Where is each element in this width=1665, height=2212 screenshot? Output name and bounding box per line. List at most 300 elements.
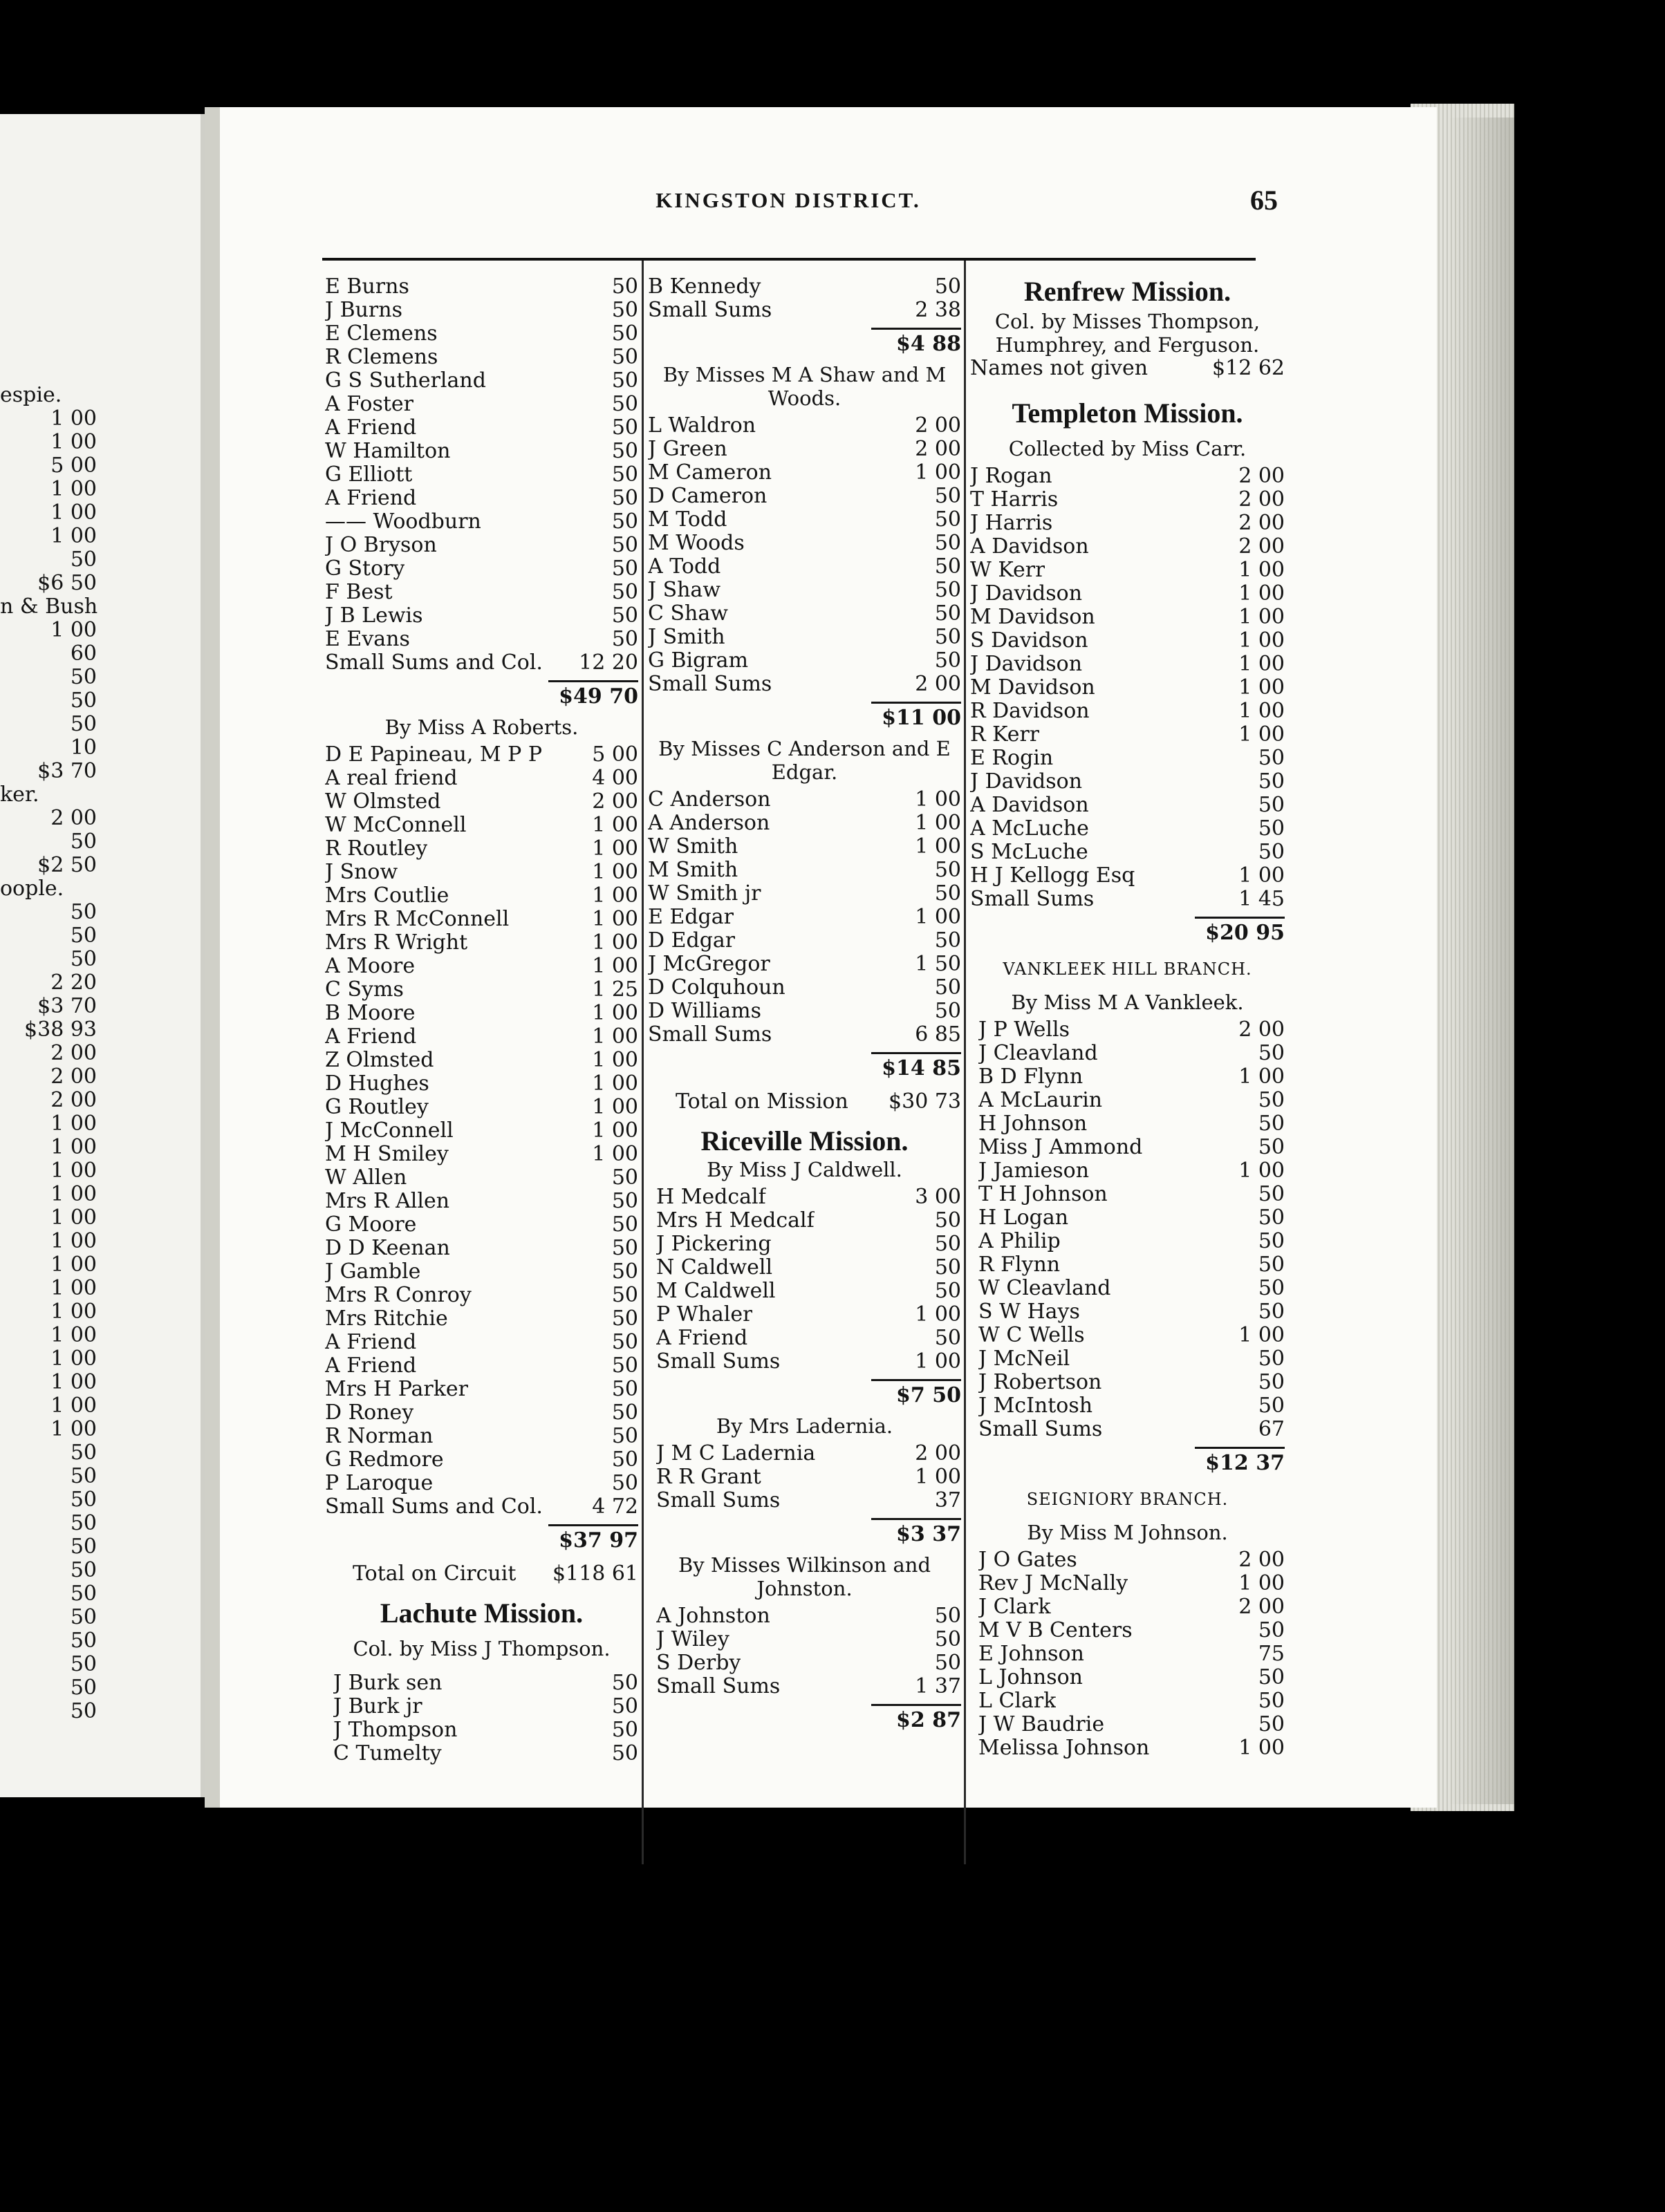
entry-amount: 1 00 xyxy=(915,460,961,485)
entry-amount: 50 xyxy=(70,1464,97,1488)
entry-name: J Snow xyxy=(325,861,398,884)
entry-list xyxy=(648,1185,961,1374)
list-item xyxy=(0,1535,97,1559)
entry-amount: 1 00 xyxy=(592,860,638,884)
entry-amount: 1 45 xyxy=(1238,887,1285,911)
list-item xyxy=(970,535,1285,559)
entry-name: E Evans xyxy=(325,628,410,651)
entry-name: J McGregor xyxy=(648,953,770,976)
entry-amount: 2 00 xyxy=(50,1041,97,1065)
entry-amount: 1 00 xyxy=(592,1048,638,1072)
entry-name: R Flynn xyxy=(978,1253,1061,1277)
entry-name: Melissa Johnson xyxy=(978,1736,1150,1760)
list-item xyxy=(648,461,961,485)
sum-rule xyxy=(548,1524,638,1526)
entry-amount: 50 xyxy=(1258,1689,1285,1713)
list-item xyxy=(0,1112,97,1136)
list-item xyxy=(325,1284,638,1307)
list-item xyxy=(648,788,961,812)
column-divider xyxy=(964,261,966,1864)
sum-rule xyxy=(871,1704,961,1706)
entry-name: M Davidson xyxy=(970,606,1095,629)
entry-amount: 10 xyxy=(70,735,97,760)
sum-rule xyxy=(548,680,638,682)
entry-amount: 2 00 xyxy=(915,437,961,461)
entry-amount: 67 xyxy=(1258,1417,1285,1441)
list-item xyxy=(978,1572,1285,1595)
entry-name: A Anderson xyxy=(648,812,770,835)
list-item xyxy=(0,1465,97,1488)
entry-name: L Waldron xyxy=(648,414,756,438)
entry-amount: 50 xyxy=(934,1326,961,1350)
list-item xyxy=(0,736,97,760)
entry-name: J Smith xyxy=(648,626,725,649)
entry-amount: 2 00 xyxy=(50,806,97,830)
entry-amount: 50 xyxy=(611,1330,638,1354)
entry-amount: 1 00 xyxy=(915,811,961,835)
subtotal-row xyxy=(325,1529,638,1553)
entry-name: E Clemens xyxy=(325,322,438,346)
entry-name: L Clark xyxy=(978,1689,1057,1713)
entry-amount: 50 xyxy=(1258,1088,1285,1112)
list-item xyxy=(656,1280,961,1303)
entry-amount: 50 xyxy=(934,1279,961,1303)
entry-name: C Tumelty xyxy=(333,1742,442,1765)
subtotal-row xyxy=(648,1523,961,1546)
list-item xyxy=(325,1448,638,1472)
list-item xyxy=(978,1206,1285,1230)
list-item xyxy=(978,1371,1285,1394)
column-2 xyxy=(648,275,961,1732)
entry-amount: 1 00 xyxy=(50,1394,97,1418)
list-item xyxy=(325,814,638,837)
list-item xyxy=(970,794,1285,817)
entry-amount: 50 xyxy=(611,1377,638,1401)
entry-amount: 1 00 xyxy=(50,500,97,525)
entry-name: M Smith xyxy=(648,859,738,882)
list-item xyxy=(978,1089,1285,1112)
entry-list xyxy=(648,1604,961,1698)
previous-page-fragment xyxy=(0,114,205,1797)
entry-amount: $38 93 xyxy=(24,1018,97,1042)
entry-list xyxy=(648,275,961,322)
entry-amount: 4 72 xyxy=(592,1494,638,1519)
list-item xyxy=(970,559,1285,582)
entry-amount: 1 00 xyxy=(1238,558,1285,582)
entry-amount: 50 xyxy=(611,415,638,440)
entry-name: J McConnell xyxy=(325,1119,454,1143)
entry-amount: 1 00 xyxy=(50,477,97,501)
entry-name: W Cleavland xyxy=(978,1277,1111,1300)
entry-name: W Hamilton xyxy=(325,440,451,463)
list-item xyxy=(648,673,961,696)
entry-amount: 50 xyxy=(611,321,638,346)
entry-amount: 50 xyxy=(611,1671,638,1695)
list-item xyxy=(0,901,97,924)
list-item xyxy=(325,557,638,581)
entry-name: Mrs H Medcalf xyxy=(656,1209,815,1232)
entry-name: ker. xyxy=(0,782,39,807)
entry-name: H Johnson xyxy=(978,1112,1088,1136)
entry-amount: 1 00 xyxy=(915,834,961,859)
list-item xyxy=(978,1347,1285,1371)
entry-name: J Cleavland xyxy=(978,1042,1098,1065)
entry-amount: 50 xyxy=(611,462,638,487)
entry-amount: 1 00 xyxy=(592,1001,638,1025)
entry-amount: 50 xyxy=(611,1400,638,1425)
list-item xyxy=(970,888,1285,911)
entry-amount: 1 00 xyxy=(915,905,961,929)
entry-name: H Logan xyxy=(978,1206,1069,1230)
list-item xyxy=(0,619,97,642)
entry-name: P Laroque xyxy=(325,1472,434,1495)
entry-amount: 50 xyxy=(611,627,638,651)
entry-name: A Todd xyxy=(648,555,721,579)
list-item xyxy=(325,346,638,369)
entry-amount: 1 00 xyxy=(592,954,638,978)
list-item xyxy=(325,1002,638,1025)
entry-name: J W Baudrie xyxy=(978,1713,1105,1736)
mission-total-label: Total on Mission xyxy=(676,1089,848,1114)
entry-amount: 1 00 xyxy=(1238,1159,1285,1183)
entry-amount: 1 00 xyxy=(1238,699,1285,723)
entry-name: J McIntosh xyxy=(978,1394,1093,1418)
list-item xyxy=(325,440,638,463)
mission-title: Renfrew Mission. xyxy=(1023,276,1231,307)
list-item xyxy=(325,1260,638,1284)
list-item xyxy=(978,1324,1285,1347)
list-item xyxy=(978,1713,1285,1736)
list-item xyxy=(656,1350,961,1374)
entry-amount: 50 xyxy=(611,556,638,581)
list-item xyxy=(970,817,1285,841)
collector-heading: By Misses M A Shaw and M Woods. xyxy=(662,363,947,410)
entry-name: D D Keenan xyxy=(325,1237,450,1260)
list-item xyxy=(0,1159,97,1183)
entry-name: G Bigram xyxy=(648,649,749,673)
list-item xyxy=(0,1230,97,1253)
list-item xyxy=(978,1018,1285,1042)
list-item xyxy=(978,1418,1285,1441)
entry-name: J B Lewis xyxy=(325,604,423,628)
entry-amount: 2 38 xyxy=(915,298,961,322)
list-item xyxy=(0,1653,97,1676)
entry-name: Small Sums xyxy=(978,1418,1103,1441)
entry-amount: 2 00 xyxy=(915,672,961,696)
list-item xyxy=(325,534,638,557)
entry-name: D Cameron xyxy=(648,485,768,508)
entry-name: R Norman xyxy=(325,1425,434,1448)
entry-amount: 12 20 xyxy=(579,650,638,675)
collector-heading: By Mrs Ladernia. xyxy=(716,1414,893,1438)
list-item xyxy=(0,1206,97,1230)
list-item xyxy=(656,1442,961,1465)
entry-amount: 50 xyxy=(611,1259,638,1284)
list-item xyxy=(0,783,97,807)
entry-amount: 60 xyxy=(70,641,97,666)
entry-amount: 1 00 xyxy=(50,406,97,431)
entry-amount: 1 00 xyxy=(1238,605,1285,629)
list-item xyxy=(648,649,961,673)
entry-name: S McLuche xyxy=(970,841,1088,864)
list-item xyxy=(325,790,638,814)
list-item xyxy=(0,1018,97,1042)
entry-name: J Burk jr xyxy=(333,1695,422,1718)
list-item xyxy=(325,1096,638,1119)
list-item xyxy=(325,837,638,861)
entry-amount: 3 00 xyxy=(915,1185,961,1209)
entry-amount: 1 00 xyxy=(592,1024,638,1049)
entry-amount: 50 xyxy=(70,665,97,689)
entry-name: A Friend xyxy=(325,487,417,510)
entry-name: J Wiley xyxy=(656,1628,729,1651)
list-item xyxy=(0,1371,97,1394)
list-item xyxy=(970,676,1285,700)
entry-amount: 50 xyxy=(611,1306,638,1331)
entry-amount: 50 xyxy=(611,1283,638,1307)
entry-amount: 50 xyxy=(70,1652,97,1676)
list-item xyxy=(325,1354,638,1378)
list-item xyxy=(648,835,961,859)
entry-name: M Cameron xyxy=(648,461,772,485)
list-item xyxy=(970,606,1285,629)
collector-heading: By Misses Wilkinson and Johnston. xyxy=(678,1553,931,1600)
entry-name: Small Sums xyxy=(970,888,1095,911)
list-item xyxy=(648,882,961,906)
entry-list xyxy=(648,788,961,1047)
entry-name: S Derby xyxy=(656,1651,741,1675)
entry-amount: 1 00 xyxy=(50,1206,97,1230)
list-item xyxy=(978,1230,1285,1253)
list-item xyxy=(648,859,961,882)
list-item xyxy=(648,579,961,602)
entry-name: Small Sums xyxy=(656,1350,781,1374)
list-item xyxy=(970,864,1285,888)
entry-name: R Kerr xyxy=(970,723,1040,747)
entry-name: W C Wells xyxy=(978,1324,1085,1347)
entry-name: J Green xyxy=(648,438,727,461)
entry-amount: 1 00 xyxy=(50,1417,97,1441)
entry-name: B Kennedy xyxy=(648,275,761,299)
list-item xyxy=(325,1213,638,1237)
list-item xyxy=(0,877,97,901)
entry-name: J Davidson xyxy=(970,582,1083,606)
list-item xyxy=(978,1595,1285,1619)
entry-amount: 1 00 xyxy=(592,1142,638,1166)
list-item xyxy=(325,931,638,955)
entry-amount: 1 00 xyxy=(50,430,97,454)
collector-heading: Collected by Miss Carr. xyxy=(1008,437,1247,460)
list-item xyxy=(648,976,961,1000)
entry-amount: 50 xyxy=(934,1208,961,1232)
list-item xyxy=(325,416,638,440)
list-item xyxy=(325,1025,638,1049)
list-item xyxy=(325,1119,638,1143)
sum-rule xyxy=(871,702,961,704)
sum-rule xyxy=(871,1518,961,1520)
entry-amount: 50 xyxy=(611,1424,638,1448)
list-item xyxy=(0,1042,97,1065)
entry-name: E Rogin xyxy=(970,747,1054,770)
list-item xyxy=(0,454,97,478)
list-item xyxy=(656,1489,961,1512)
entry-amount: 2 00 xyxy=(592,789,638,814)
entry-amount: 2 00 xyxy=(1238,511,1285,535)
entry-amount: 50 xyxy=(70,947,97,971)
list-item xyxy=(970,700,1285,723)
list-item xyxy=(325,1143,638,1166)
list-item xyxy=(978,1619,1285,1642)
entry-amount: 1 00 xyxy=(50,524,97,548)
entry-name: T H Johnson xyxy=(978,1183,1108,1206)
list-item xyxy=(648,1023,961,1047)
entry-amount: 50 xyxy=(70,1535,97,1559)
entry-amount: 50 xyxy=(1258,1041,1285,1065)
sum-rule xyxy=(871,1052,961,1054)
entry-amount: 50 xyxy=(70,1488,97,1512)
page-edge-shadow xyxy=(1449,118,1514,1804)
list-item xyxy=(0,1488,97,1512)
entry-amount: 50 xyxy=(934,507,961,532)
entry-list xyxy=(970,1018,1285,1441)
entry-name: W Olmsted xyxy=(325,790,441,814)
list-item xyxy=(325,1307,638,1331)
list-item xyxy=(325,299,638,322)
list-item xyxy=(0,1559,97,1582)
entry-name: M Todd xyxy=(648,508,727,532)
entry-amount: 50 xyxy=(1258,1665,1285,1689)
entry-name: A McLuche xyxy=(970,817,1089,841)
list-item xyxy=(978,1277,1285,1300)
entry-name: A Davidson xyxy=(970,535,1089,559)
list-item xyxy=(970,747,1285,770)
list-item xyxy=(656,1256,961,1280)
list-item xyxy=(978,1394,1285,1418)
entry-name: Mrs H Parker xyxy=(325,1378,469,1401)
entry-amount: 50 xyxy=(1258,1276,1285,1300)
entry-amount: 2 00 xyxy=(50,1088,97,1112)
list-item xyxy=(656,1209,961,1232)
entry-name: C Syms xyxy=(325,978,404,1002)
list-item xyxy=(656,1303,961,1327)
list-item xyxy=(648,602,961,626)
entry-amount: 2 20 xyxy=(50,971,97,995)
entry-name: N Caldwell xyxy=(656,1256,773,1280)
list-item xyxy=(978,1548,1285,1572)
list-item xyxy=(970,841,1285,864)
entry-name: A Philip xyxy=(978,1230,1061,1253)
list-item xyxy=(0,971,97,995)
entry-name: W McConnell xyxy=(325,814,467,837)
entry-name: W Smith jr xyxy=(648,882,761,906)
entry-amount: $2 50 xyxy=(37,853,97,877)
entry-amount: 1 00 xyxy=(1238,1065,1285,1089)
entry-name: D Roney xyxy=(325,1401,414,1425)
list-item xyxy=(970,512,1285,535)
list-item xyxy=(656,1232,961,1256)
list-item xyxy=(978,1253,1285,1277)
entry-name: M H Smiley xyxy=(325,1143,449,1166)
column-3 xyxy=(970,275,1285,1760)
list-item xyxy=(970,653,1285,676)
list-item xyxy=(0,1136,97,1159)
entry-list xyxy=(970,465,1285,911)
entry-amount: 50 xyxy=(1258,769,1285,794)
entry-amount: 2 00 xyxy=(1238,464,1285,488)
entry-amount: 50 xyxy=(611,603,638,628)
entry-amount: 1 00 xyxy=(50,1135,97,1159)
list-item xyxy=(0,572,97,595)
entry-amount: 50 xyxy=(611,439,638,463)
subtotal-row xyxy=(325,685,638,709)
page-number: 65 xyxy=(1250,185,1278,216)
entry-amount: 50 xyxy=(70,924,97,948)
list-item xyxy=(0,1065,97,1089)
list-item xyxy=(325,1472,638,1495)
subtotal-amount: $2 87 xyxy=(896,1708,961,1732)
list-item xyxy=(325,743,638,767)
entry-amount: 50 xyxy=(70,830,97,854)
entry-amount: 2 00 xyxy=(915,1441,961,1465)
entry-amount: 1 00 xyxy=(1238,628,1285,653)
entry-amount: 50 xyxy=(611,368,638,393)
list-item xyxy=(0,713,97,736)
entry-amount: $3 70 xyxy=(37,994,97,1018)
entry-name: E Burns xyxy=(325,275,409,299)
entry-amount: 50 xyxy=(611,1165,638,1190)
list-item xyxy=(325,1237,638,1260)
entry-name: R Routley xyxy=(325,837,428,861)
list-item xyxy=(656,1675,961,1698)
entry-amount: 50 xyxy=(934,1255,961,1280)
entry-name: G Moore xyxy=(325,1213,417,1237)
list-item xyxy=(970,488,1285,512)
entry-amount: 50 xyxy=(70,1558,97,1582)
list-item xyxy=(0,1347,97,1371)
list-item xyxy=(978,1042,1285,1065)
list-item xyxy=(325,884,638,908)
list-item xyxy=(978,1065,1285,1089)
entry-name: A Johnston xyxy=(656,1604,770,1628)
entry-name: —— Woodburn xyxy=(325,510,481,534)
sum-rule xyxy=(1195,1447,1285,1449)
entry-name: G Story xyxy=(325,557,405,581)
list-item xyxy=(325,1401,638,1425)
entry-name: J Gamble xyxy=(325,1260,421,1284)
entry-name: A Friend xyxy=(325,1331,417,1354)
list-item xyxy=(0,1324,97,1347)
entry-list xyxy=(648,1442,961,1512)
entry-name: D E Papineau, M P P xyxy=(325,743,543,767)
entry-amount: 50 xyxy=(934,648,961,673)
list-item xyxy=(325,767,638,790)
list-item xyxy=(0,1512,97,1535)
list-item xyxy=(0,1183,97,1206)
entry-amount: 1 00 xyxy=(1238,675,1285,700)
list-item xyxy=(970,357,1285,380)
collector-heading: By Miss M A Vankleek. xyxy=(1011,991,1244,1014)
entry-name: J Davidson xyxy=(970,770,1083,794)
entry-amount: 1 00 xyxy=(1238,1736,1285,1760)
column-divider xyxy=(642,261,644,1864)
entry-amount: $3 70 xyxy=(37,759,97,783)
list-item xyxy=(0,995,97,1018)
entry-amount: 50 xyxy=(70,1699,97,1723)
entry-name: A Friend xyxy=(325,1025,417,1049)
list-item xyxy=(333,1671,638,1695)
list-item xyxy=(0,807,97,830)
entry-amount: 50 xyxy=(611,1741,638,1765)
